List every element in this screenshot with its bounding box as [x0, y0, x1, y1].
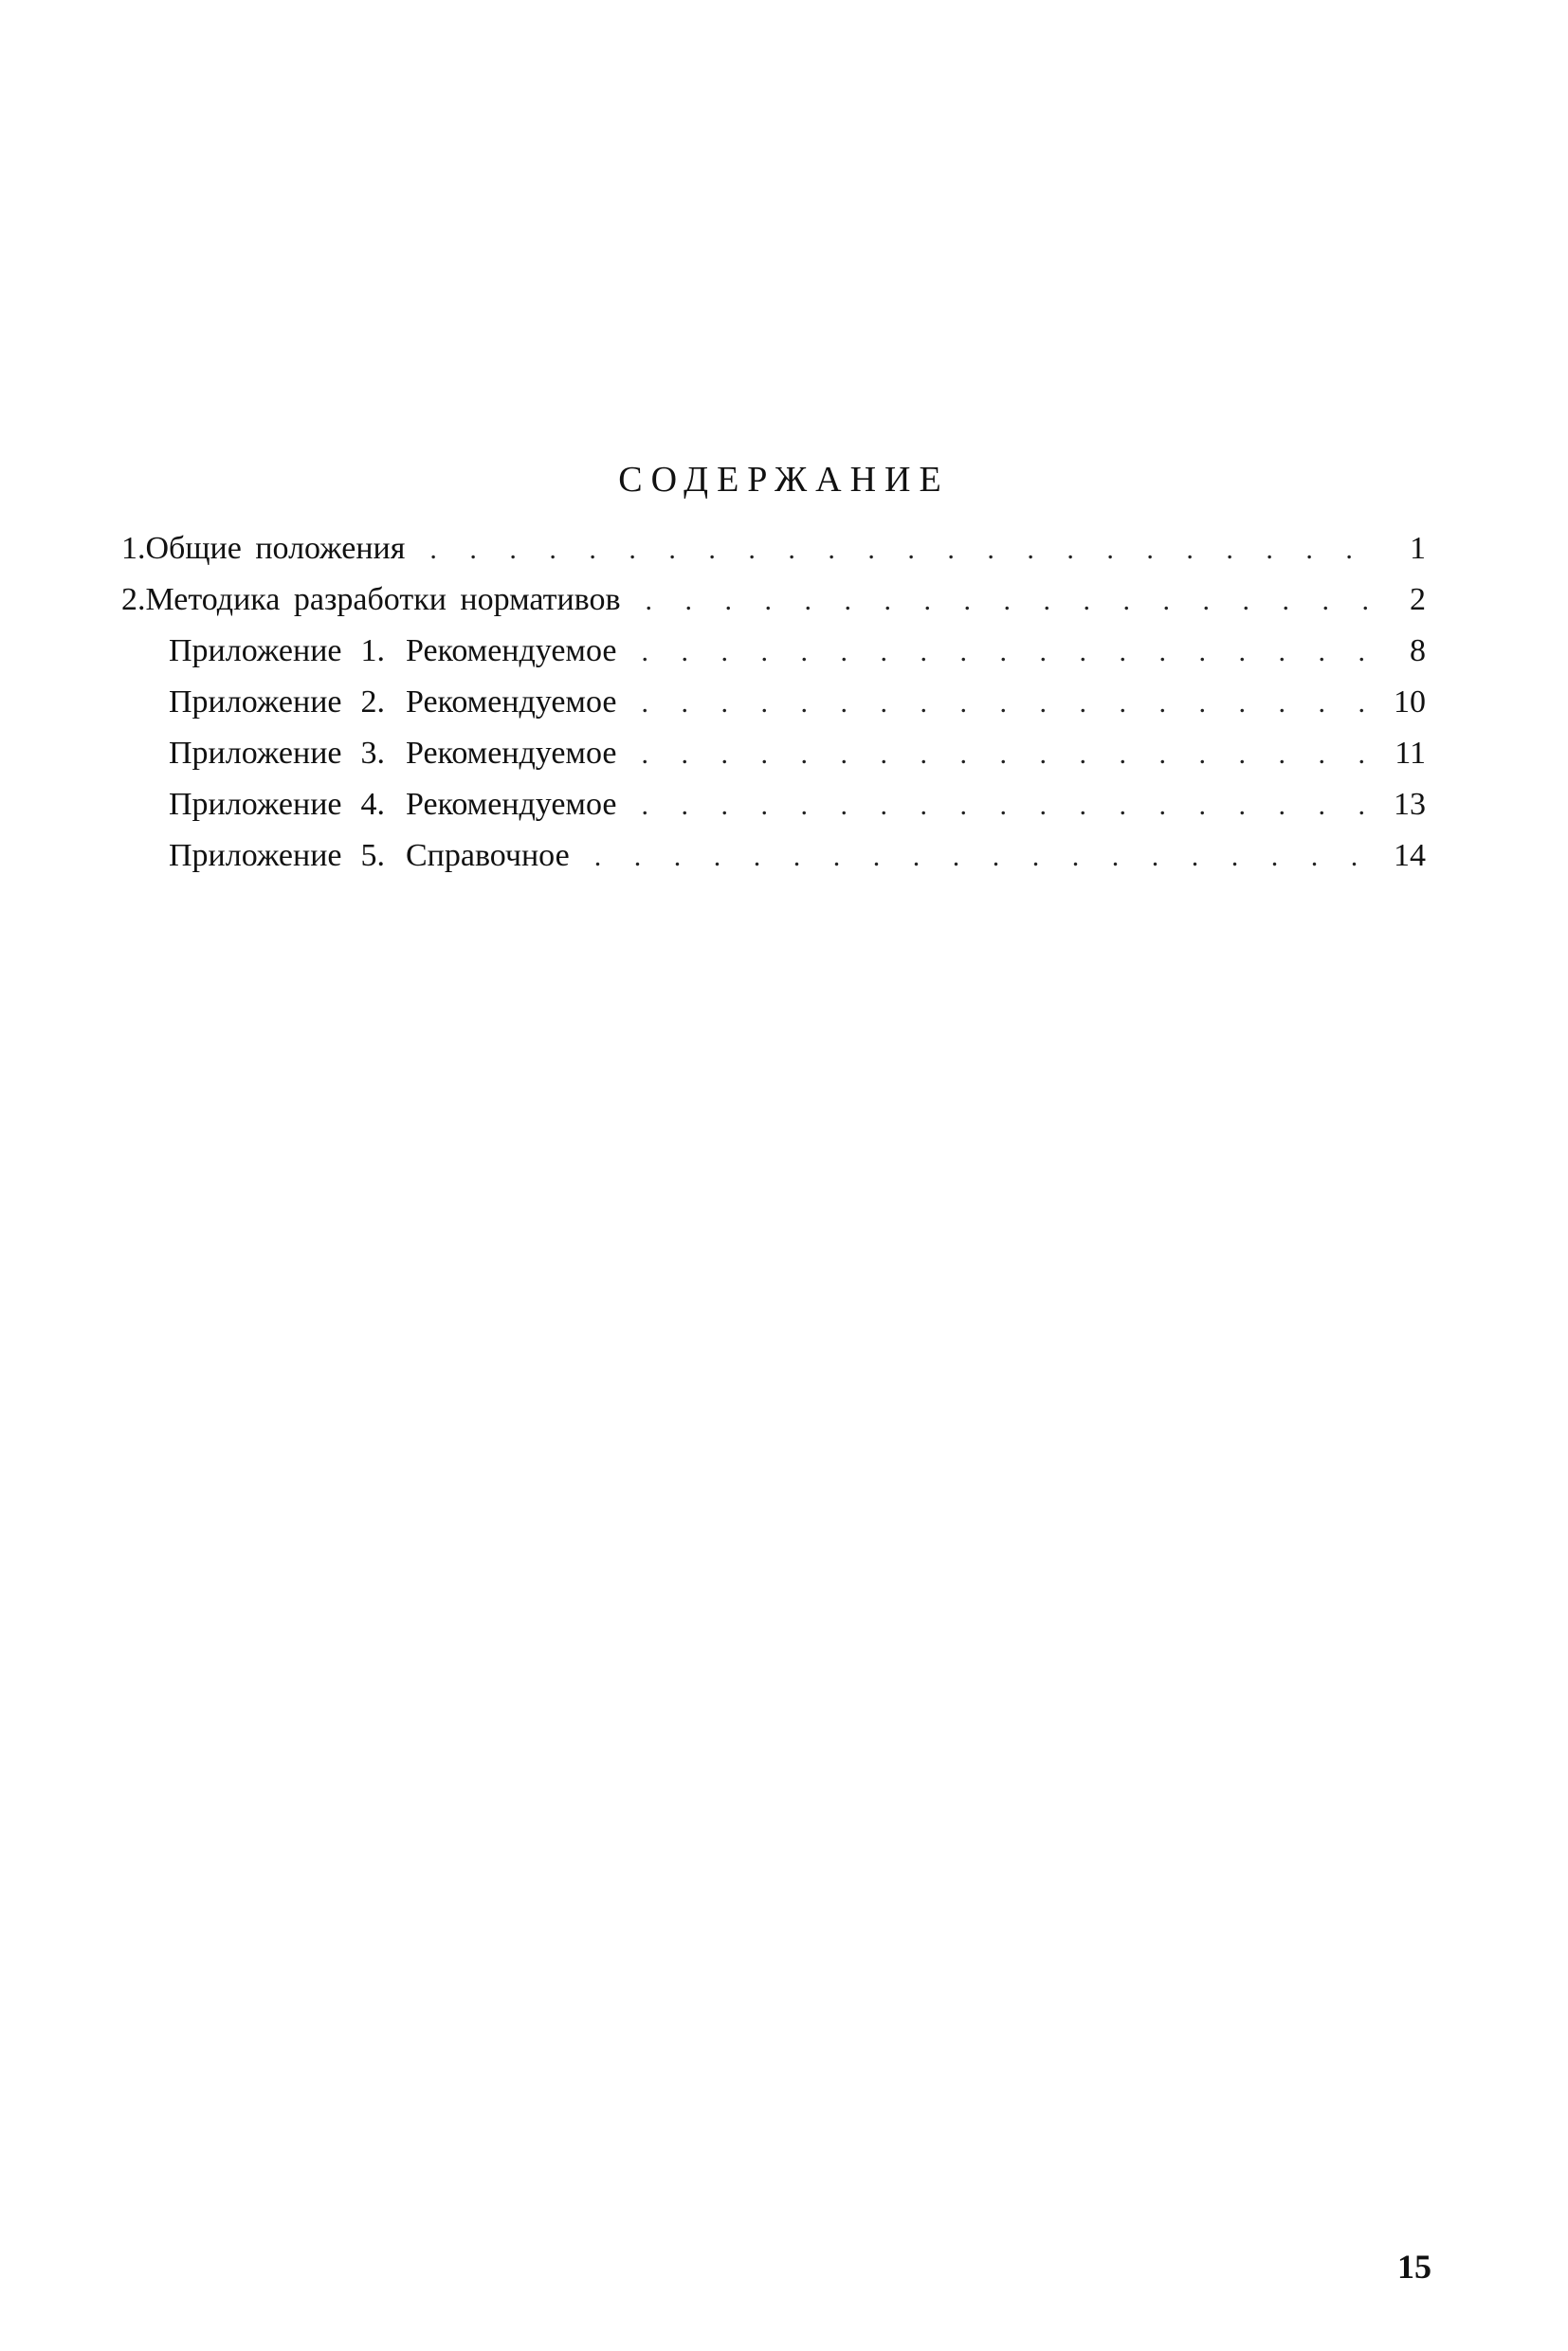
- appendix-label: Приложение: [169, 838, 342, 873]
- appendix-kind: Рекомендуемое: [405, 736, 617, 771]
- appendix-label: Приложение: [169, 736, 342, 771]
- toc-appendix-entry[interactable]: [121, 677, 1426, 728]
- toc-entry-page: 10: [1394, 684, 1426, 720]
- toc-entry-title: Методика разработки нормативов: [145, 582, 621, 617]
- appendix-number: 5.: [360, 838, 385, 873]
- appendix-number: 3.: [360, 736, 385, 771]
- toc-appendix-entry[interactable]: [121, 830, 1426, 882]
- dot-leader: [641, 627, 1369, 678]
- toc-entry-number: 1.: [121, 531, 146, 566]
- appendix-number: 1.: [360, 633, 385, 668]
- toc-entry-page: 13: [1394, 787, 1426, 822]
- toc-entry[interactable]: [121, 523, 1426, 574]
- toc-entry-page: 2: [1410, 582, 1426, 617]
- page-number: 15: [1397, 2248, 1431, 2286]
- dot-leader: [641, 729, 1369, 780]
- appendix-kind: Справочное: [405, 838, 570, 873]
- appendix-number: 4.: [360, 787, 385, 822]
- appendix-label: Приложение: [169, 633, 342, 668]
- dot-leader: [594, 831, 1369, 883]
- appendix-number: 2.: [360, 684, 385, 720]
- toc-appendix-entry[interactable]: [121, 626, 1426, 677]
- toc-entry[interactable]: [121, 574, 1426, 626]
- appendix-kind: Рекомендуемое: [405, 787, 617, 822]
- toc-entry-page: 11: [1395, 736, 1426, 771]
- dot-leader: [646, 575, 1369, 627]
- toc-appendix-entry[interactable]: [121, 779, 1426, 830]
- toc-entry-page: 14: [1394, 838, 1426, 873]
- toc-entry-title: Общие положения: [145, 531, 406, 566]
- toc-entry-page: 1: [1410, 531, 1426, 566]
- dot-leader: [641, 678, 1369, 729]
- toc-title: СОДЕРЖАНИЕ: [618, 460, 950, 500]
- appendix-label: Приложение: [169, 684, 342, 720]
- appendix-label: Приложение: [169, 787, 342, 822]
- toc-entry-page: 8: [1410, 633, 1426, 668]
- dot-leader: [429, 524, 1369, 575]
- appendix-kind: Рекомендуемое: [405, 684, 617, 720]
- dot-leader: [641, 780, 1369, 831]
- table-of-contents: [121, 523, 1426, 882]
- appendix-kind: Рекомендуемое: [405, 633, 617, 668]
- toc-appendix-entry[interactable]: [121, 728, 1426, 779]
- toc-entry-number: 2.: [121, 582, 146, 617]
